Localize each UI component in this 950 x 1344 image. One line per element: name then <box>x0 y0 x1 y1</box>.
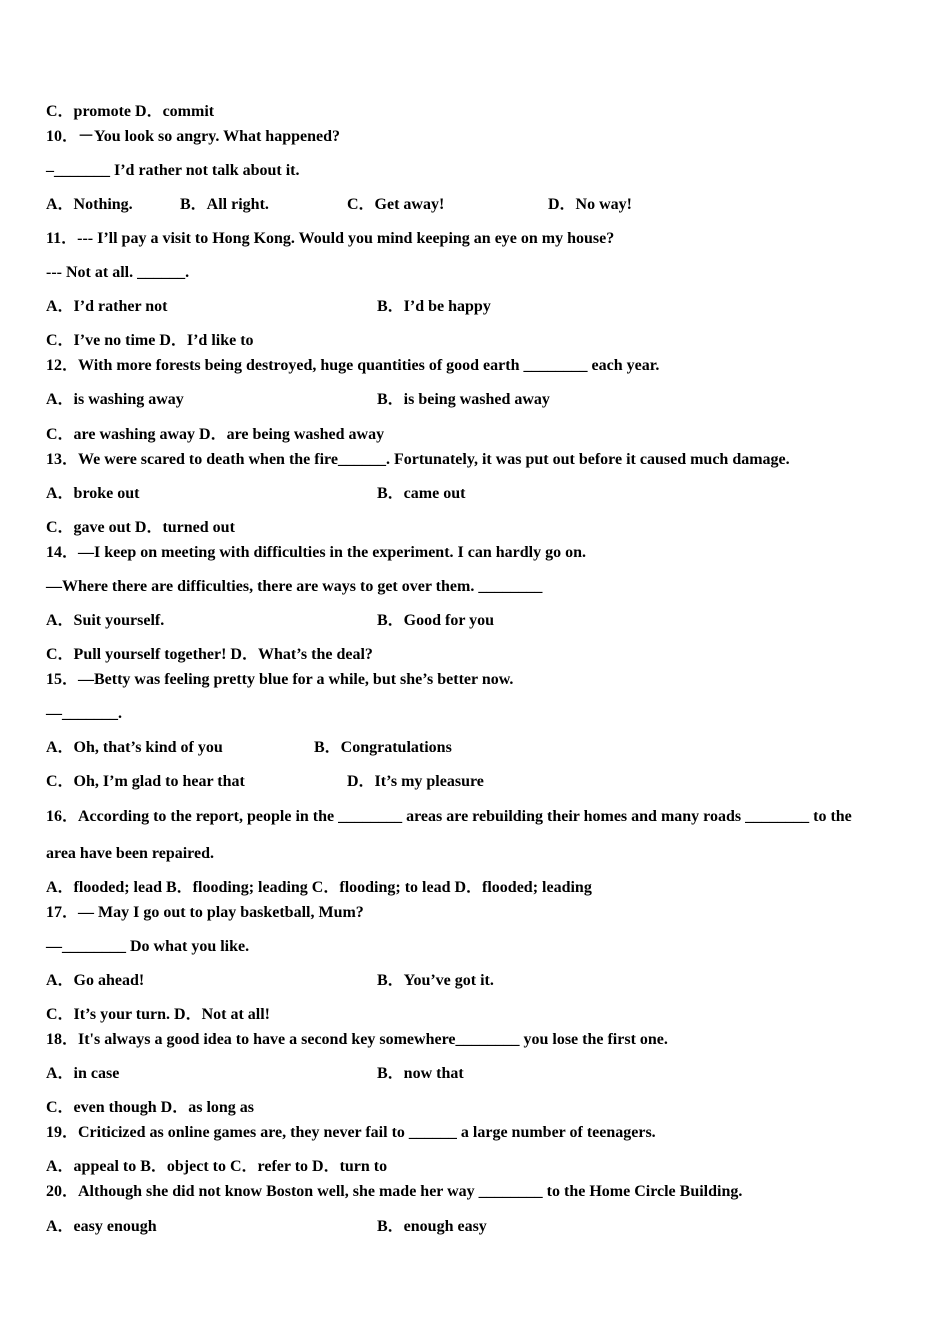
q11-reply: --- Not at all. ______. <box>46 264 190 281</box>
q18-option-b: B．now that <box>377 1065 464 1082</box>
q16-stem: 16．According to the report, people in the ________ areas are rebuilding their homes and many roads ________ to the <box>46 808 852 825</box>
q20-option-a: A．easy enough <box>46 1218 157 1235</box>
q9-options-cd: C．promote D．commit <box>46 103 215 120</box>
q14-stem: 14．—I keep on meeting with difficulties in the experiment. I can hardly go on. <box>46 544 586 561</box>
q10-stem: 10．－You look so angry. What happened? <box>46 128 341 145</box>
q12-options-cd: C．are washing away D．are being washed away <box>46 426 385 443</box>
q17-stem: 17．— May I go out to play basketball, Mum? <box>46 904 364 921</box>
q17-option-a: A．Go ahead! <box>46 972 145 989</box>
q15-reply: —_______. <box>46 705 122 722</box>
q15-stem: 15．—Betty was feeling pretty blue for a while, but she’s better now. <box>46 671 514 688</box>
q12-option-b: B．is being washed away <box>377 391 550 408</box>
q13-option-b: B．came out <box>377 485 466 502</box>
q17-reply: —________ Do what you like. <box>46 938 250 955</box>
q15-option-d: D．It’s my pleasure <box>347 773 484 790</box>
q14-options-cd: C．Pull yourself together! D．What’s the deal? <box>46 646 373 663</box>
q19-stem: 19．Criticized as online games are, they never fail to ______ a large number of teenagers. <box>46 1124 656 1141</box>
q14-reply: —Where there are difficulties, there are ways to get over them. ________ <box>46 578 543 595</box>
q15-option-c: C．Oh, I’m glad to hear that <box>46 773 245 790</box>
q13-option-a: A．broke out <box>46 485 140 502</box>
q16-options: A．flooded; lead B．flooding; leading C．flooding; to lead D．flooded; leading <box>46 879 592 896</box>
q10-option-d: D．No way! <box>548 196 632 213</box>
q17-options-cd: C．It’s your turn. D．Not at all! <box>46 1006 270 1023</box>
q10-option-b: B．All right. <box>180 196 269 213</box>
q12-stem: 12．With more forests being destroyed, huge quantities of good earth ________ each year. <box>46 357 660 374</box>
q10-option-a: A．Nothing. <box>46 196 133 213</box>
q13-options-cd: C．gave out D．turned out <box>46 519 235 536</box>
q18-stem: 18．It's always a good idea to have a second key somewhere________ you lose the first one. <box>46 1031 668 1048</box>
q18-option-a: A．in case <box>46 1065 120 1082</box>
q10-reply: –_______ I’d rather not talk about it. <box>46 162 300 179</box>
q11-option-b: B．I’d be happy <box>377 298 491 315</box>
q11-option-a: A．I’d rather not <box>46 298 168 315</box>
q20-stem: 20．Although she did not know Boston well, she made her way ________ to the Home Circle Building. <box>46 1183 743 1200</box>
q20-option-b: B．enough easy <box>377 1218 487 1235</box>
q14-option-a: A．Suit yourself. <box>46 612 165 629</box>
q17-option-b: B．You’ve got it. <box>377 972 494 989</box>
q13-stem: 13．We were scared to death when the fire______. Fortunately, it was put out before it caused much damage. <box>46 451 790 468</box>
q16-stem-cont: area have been repaired. <box>46 845 214 862</box>
q12-option-a: A．is washing away <box>46 391 184 408</box>
q11-stem: 11．--- I’ll pay a visit to Hong Kong. Would you mind keeping an eye on my house? <box>46 230 615 247</box>
q11-options-cd: C．I’ve no time D．I’d like to <box>46 332 254 349</box>
q19-options: A．appeal to B．object to C．refer to D．turn to <box>46 1158 388 1175</box>
q15-option-b: B．Congratulations <box>314 739 452 756</box>
q10-option-c: C．Get away! <box>347 196 445 213</box>
q15-option-a: A．Oh, that’s kind of you <box>46 739 223 756</box>
q18-options-cd: C．even though D．as long as <box>46 1099 255 1116</box>
q14-option-b: B．Good for you <box>377 612 495 629</box>
